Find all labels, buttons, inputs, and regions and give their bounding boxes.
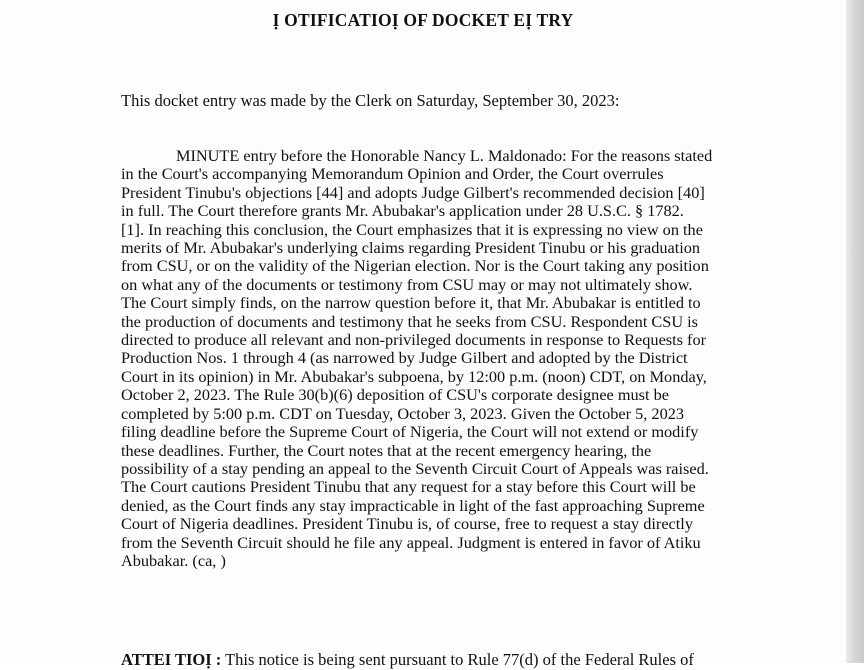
minute-entry-body: [121, 147, 793, 570]
body-line: possibility of a stay pending an appeal to the Seventh Circuit Court of Appeals was raised.: [121, 458, 709, 478]
body-line: in full. The Court therefore grants Mr. Abubakar's application under 28 U.S.C. § 1782.: [121, 201, 684, 221]
body-line: October 2, 2023. The Rule 30(b)(6) deposition of CSU's corporate designee must be: [121, 385, 669, 405]
body-line: The Court simply finds, on the narrow question before it, that Mr. Abubakar is entitled to: [121, 293, 701, 313]
body-line: on what any of the documents or testimony from CSU may or may not ultimately show.: [121, 274, 693, 294]
body-line: The Court cautions President Tinubu that any request for a stay before this Court will be: [121, 477, 696, 497]
body-line: the production of documents and testimony that he seeks from CSU. Respondent CSU is: [121, 311, 699, 331]
body-line: in the Court's accompanying Memorandum Opinion and Order, the Court overrules: [121, 164, 664, 184]
body-line: MINUTE entry before the Honorable Nancy L. Maldonado: For the reasons stated: [176, 146, 713, 165]
body-line: Production Nos. 1 through 4 (as narrowed by Judge Gilbert and adopted by the District: [121, 348, 688, 368]
docket-intro: This docket entry was made by the Clerk on Saturday, September 30, 2023:: [121, 91, 620, 110]
body-line: completed by 5:00 p.m. CDT on Tuesday, October 3, 2023. Given the October 5, 2023: [121, 403, 684, 423]
body-line: Abubakar. (ca, ): [121, 550, 226, 570]
body-line: from CSU, or on the validity of the Nigerian election. Nor is the Court taking any position: [121, 256, 709, 276]
body-line: from the Seventh Circuit should he file any appeal. Judgment is entered in favor of Atiku: [121, 532, 701, 552]
page-edge-shadow: [846, 0, 864, 663]
body-line: [1]. In reaching this conclusion, the Court emphasizes that it is expressing no view on the: [121, 219, 703, 239]
body-line: these deadlines. Further, the Court notes that at the recent emergency hearing, the: [121, 440, 652, 460]
body-line: filing deadline before the Supreme Court of Nigeria, the Court will not extend or modify: [121, 422, 699, 442]
notification-title: Ị OTIFICATIOỊ OF DOCKET EỊ TRY: [272, 10, 574, 30]
attention-text: This notice is being sent pursuant to Rule 77(d) of the Federal Rules of: [221, 650, 694, 669]
body-line: President Tinubu's objections [44] and adopts Judge Gilbert's recommended decision [40]: [121, 182, 705, 202]
body-line: denied, as the Court finds any stay impracticable in light of the fast approaching Supreme: [121, 495, 705, 515]
body-line: merits of Mr. Abubakar's underlying claims regarding President Tinubu or his graduation: [121, 238, 701, 258]
body-line: Court in its opinion) in Mr. Abubakar's subpoena, by 12:00 p.m. (noon) CDT, on Monday,: [121, 366, 707, 386]
attention-label: ATTEI TIOỊ :: [121, 650, 222, 669]
body-line: Court of Nigeria deadlines. President Tinubu is, of course, free to request a stay directly: [121, 514, 693, 534]
body-line: directed to produce all relevant and non-privileged documents in response to Requests for: [121, 330, 707, 350]
attention-notice: [121, 650, 694, 670]
